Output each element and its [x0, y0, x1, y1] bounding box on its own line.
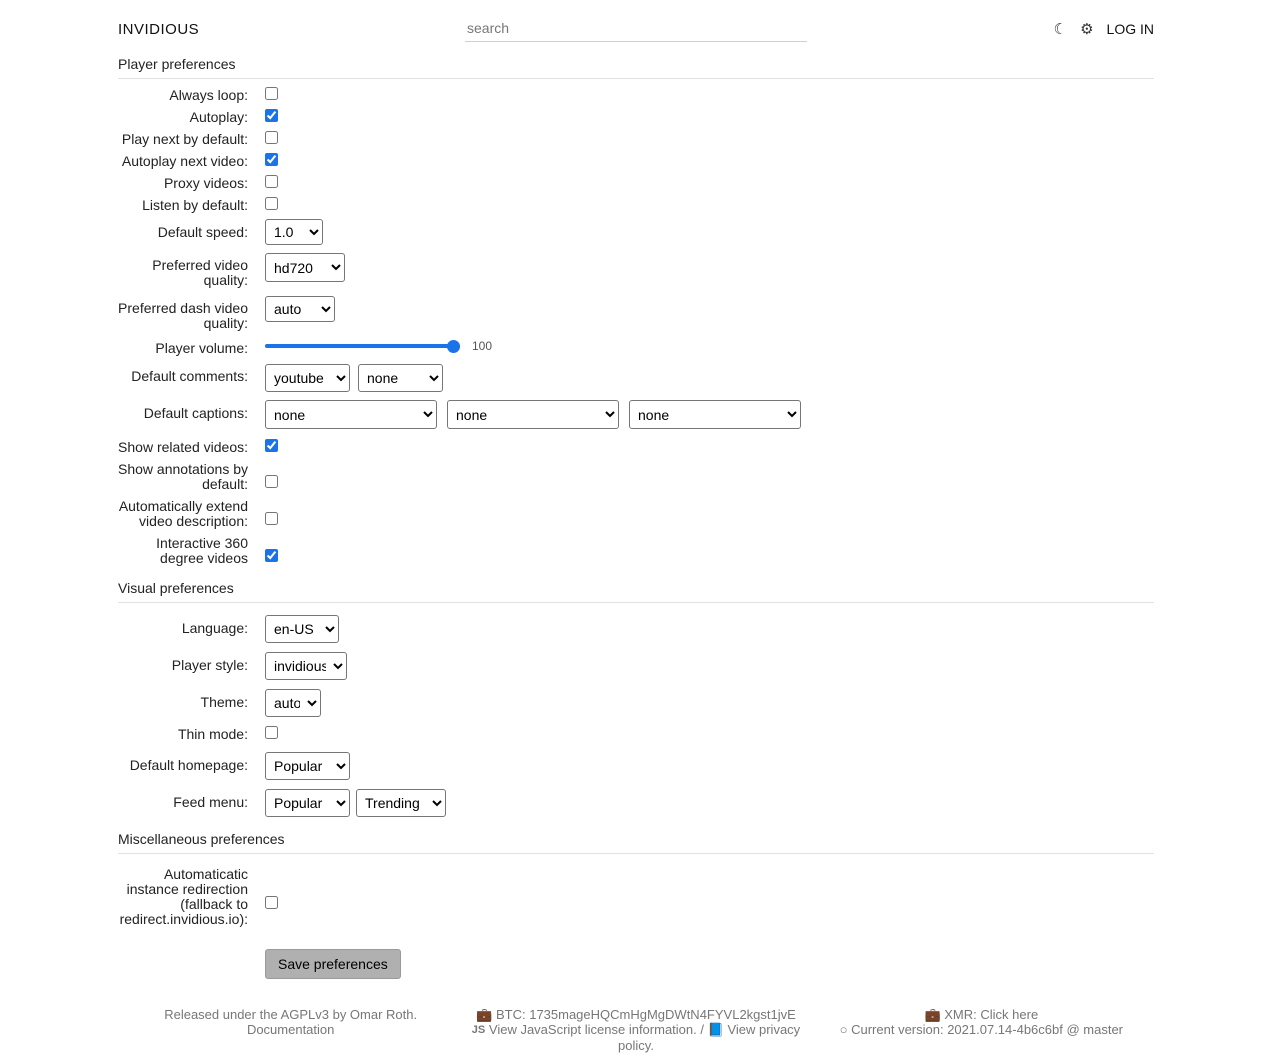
book-icon: 📘	[707, 1022, 724, 1037]
checkbox-annotations[interactable]	[265, 475, 278, 488]
save-row	[118, 949, 1154, 979]
label-theme: Theme:	[200, 694, 248, 710]
control-related-videos	[248, 439, 278, 452]
pref-language	[118, 615, 1154, 643]
label-volume: Player volume:	[155, 340, 248, 356]
footer-version-link[interactable]: Current version: 2021.07.14-4b6c6bf @ master	[851, 1022, 1124, 1037]
select-comments-primary[interactable]	[265, 364, 350, 392]
section-title-visual: Visual preferences	[118, 578, 1154, 603]
pref-captions	[118, 400, 1154, 429]
checkbox-thin-mode[interactable]	[265, 726, 278, 739]
navbar-actions	[854, 21, 1154, 37]
pref-always-loop	[118, 87, 1154, 103]
label-autoplay: Autoplay:	[189, 109, 248, 125]
footer-center	[463, 1007, 808, 1053]
github-icon: ○	[839, 1022, 848, 1037]
checkbox-interactive-360[interactable]	[265, 549, 278, 562]
label-comments: Default comments:	[131, 368, 248, 384]
pref-comments	[118, 364, 1154, 392]
slider-player-volume[interactable]	[265, 344, 460, 348]
control-language	[248, 615, 339, 643]
checkbox-always-loop[interactable]	[265, 87, 278, 100]
pref-volume	[118, 339, 1154, 356]
pref-related-videos	[118, 439, 1154, 455]
pref-default-homepage	[118, 752, 1154, 780]
pref-proxy-videos	[118, 175, 1154, 191]
label-autoplay-next: Autoplay next video:	[121, 153, 248, 169]
label-captions: Default captions:	[143, 405, 248, 421]
footer-license-text: Released under the AGPLv3 by Omar Roth.	[164, 1007, 418, 1022]
search-container	[418, 17, 854, 42]
control-annotations	[248, 461, 278, 488]
pref-theme	[118, 689, 1154, 717]
label-play-next: Play next by default:	[121, 131, 248, 147]
control-dash-quality	[248, 296, 335, 322]
control-listen-default	[248, 197, 278, 210]
pref-thin-mode	[118, 726, 1154, 742]
control-player-style	[248, 652, 347, 680]
pref-listen-default	[118, 197, 1154, 213]
select-feed-menu-2[interactable]	[356, 789, 446, 817]
label-interactive-360: Interactive 360 degree videos	[156, 535, 248, 566]
gear-icon[interactable]: ⚙	[1080, 20, 1094, 38]
control-extend-description	[248, 498, 278, 525]
control-default-homepage	[248, 752, 350, 780]
label-instance-redirect: Automaticatic instance redirection (fallback to redirect.invidious.io):	[119, 866, 248, 927]
control-interactive-360	[248, 535, 278, 562]
footer-js-license-link[interactable]: View JavaScript license information.	[488, 1022, 697, 1037]
control-thin-mode	[248, 726, 278, 739]
pref-autoplay-next	[118, 153, 1154, 169]
control-feed-menu	[248, 789, 446, 817]
select-captions-3[interactable]	[629, 400, 801, 429]
select-captions-1[interactable]	[265, 400, 437, 429]
label-related-videos: Show related videos:	[118, 439, 248, 455]
control-default-speed	[248, 219, 323, 245]
control-always-loop	[248, 87, 278, 100]
control-volume	[248, 339, 492, 353]
footer-documentation-link[interactable]: Documentation	[246, 1022, 335, 1037]
pref-feed-menu	[118, 789, 1154, 817]
briefcase-icon: 💼	[924, 1007, 941, 1022]
select-feed-menu-1[interactable]	[265, 789, 350, 817]
pref-dash-quality	[118, 296, 1154, 331]
footer-xmr-link[interactable]: XMR: Click here	[944, 1007, 1039, 1022]
checkbox-related-videos[interactable]	[265, 439, 278, 452]
section-title-player: Player preferences	[118, 54, 1154, 79]
briefcase-icon: 💼	[476, 1007, 493, 1022]
preferences-form	[0, 54, 1272, 979]
pref-video-quality	[118, 253, 1154, 288]
footer-js-line	[469, 1022, 802, 1053]
label-listen-default: Listen by default:	[142, 197, 248, 213]
footer-btc-text[interactable]: BTC: 1735mageHQCmHgMgDWtN4FYVL2kgst1jvE	[495, 1007, 796, 1022]
label-language: Language:	[181, 620, 248, 636]
label-default-speed: Default speed:	[157, 224, 248, 240]
select-default-homepage[interactable]	[265, 752, 350, 780]
checkbox-listen-default[interactable]	[265, 197, 278, 210]
footer-version-line	[815, 1022, 1148, 1037]
navbar	[0, 0, 1272, 54]
pref-autoplay	[118, 109, 1154, 125]
control-autoplay-next	[248, 153, 278, 166]
label-always-loop: Always loop:	[169, 87, 248, 103]
checkbox-autoplay[interactable]	[265, 109, 278, 122]
section-title-misc: Miscellaneous preferences	[118, 829, 1154, 854]
checkbox-extend-description[interactable]	[265, 512, 278, 525]
control-play-next	[248, 131, 278, 144]
pref-default-speed	[118, 219, 1154, 245]
checkbox-instance-redirect[interactable]	[265, 896, 278, 909]
label-proxy-videos: Proxy videos:	[163, 175, 248, 191]
label-dash-quality: Preferred dash video quality:	[118, 300, 248, 331]
select-default-speed[interactable]	[265, 219, 323, 245]
pref-interactive-360	[118, 535, 1154, 566]
control-captions	[248, 400, 801, 429]
label-extend-description: Automatically extend video description:	[118, 498, 248, 529]
pref-player-style	[118, 652, 1154, 680]
checkbox-autoplay-next[interactable]	[265, 153, 278, 166]
select-player-style[interactable]	[265, 652, 347, 680]
label-player-style: Player style:	[171, 657, 248, 673]
pref-extend-description	[118, 498, 1154, 529]
checkbox-proxy-videos[interactable]	[265, 175, 278, 188]
select-theme[interactable]	[265, 689, 321, 717]
select-comments-secondary[interactable]	[358, 364, 443, 392]
select-video-quality[interactable]	[265, 253, 345, 282]
pref-annotations	[118, 461, 1154, 492]
js-badge-icon: JS	[471, 1024, 486, 1036]
control-theme	[248, 689, 321, 717]
label-thin-mode: Thin mode:	[177, 726, 248, 742]
footer-right	[809, 1007, 1154, 1053]
search-input[interactable]	[465, 17, 807, 42]
select-dash-quality[interactable]	[265, 296, 335, 322]
label-feed-menu: Feed menu:	[173, 794, 248, 810]
label-video-quality: Preferred video quality:	[152, 257, 248, 288]
pref-play-next	[118, 131, 1154, 147]
footer-privacy-link[interactable]: View privacy policy.	[618, 1022, 801, 1053]
footer-separator: /	[700, 1022, 704, 1037]
footer-btc-line	[469, 1007, 802, 1022]
checkbox-play-next[interactable]	[265, 131, 278, 144]
select-captions-2[interactable]	[447, 400, 619, 429]
moon-icon[interactable]: ☾	[1053, 20, 1068, 38]
label-annotations: Show annotations by default:	[118, 461, 248, 492]
volume-value: 100	[472, 339, 493, 353]
select-language[interactable]	[265, 615, 339, 643]
control-autoplay	[248, 109, 278, 122]
footer-left	[118, 1007, 463, 1053]
pref-instance-redirect	[118, 866, 1154, 927]
footer-xmr-line	[815, 1007, 1148, 1022]
label-default-homepage: Default homepage:	[129, 757, 248, 773]
brand-logo[interactable]: INVIDIOUS	[118, 20, 200, 38]
login-button[interactable]: LOG IN	[1106, 21, 1154, 37]
control-proxy-videos	[248, 175, 278, 188]
footer	[0, 997, 1272, 1053]
control-video-quality	[248, 253, 345, 282]
save-preferences-button[interactable]: Save preferences	[265, 949, 401, 979]
control-comments	[248, 364, 443, 392]
control-instance-redirect	[248, 866, 278, 909]
